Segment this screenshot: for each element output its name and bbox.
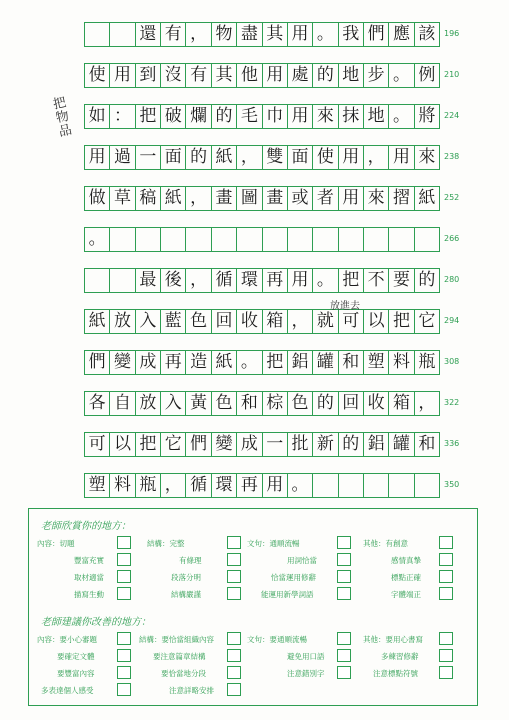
grid-row — [84, 145, 460, 186]
improve-item: 多表達個人感受 — [41, 686, 94, 695]
grid-cell — [212, 228, 237, 251]
grid-cell: 瓶 — [136, 474, 161, 497]
grid-cell: 入 — [161, 392, 186, 415]
grid-cell: 有 — [161, 23, 186, 46]
grid-cell: 面 — [161, 146, 186, 169]
grid-cell — [110, 23, 135, 46]
grid-cell: 造 — [186, 351, 211, 374]
grid-cell: 用 — [288, 23, 313, 46]
improve-item: 注意標點符號 — [373, 669, 418, 678]
improve-other-label: 其他：要用心書寫 — [363, 635, 423, 644]
grid-cell — [136, 228, 161, 251]
grid-cell: 摺 — [389, 187, 414, 210]
grid-cell: 新 — [313, 433, 338, 456]
grid-cell — [415, 474, 439, 497]
grid-cell: 把 — [136, 105, 161, 128]
grid-cell — [389, 228, 414, 251]
grid-cell: 變 — [212, 433, 237, 456]
grid-cell — [110, 228, 135, 251]
grid-cell: 地 — [339, 64, 364, 87]
grid-cell: ， — [288, 310, 313, 333]
character-count: 252 — [444, 193, 460, 202]
grid-cell: 該 — [418, 24, 436, 44]
checkbox[interactable] — [439, 649, 453, 662]
grid-cell: 可 — [85, 433, 110, 456]
checkbox[interactable] — [227, 683, 241, 696]
checkbox[interactable] — [227, 553, 241, 566]
grid-cell: 的 — [212, 105, 237, 128]
praise-item: 有條理 — [179, 556, 202, 565]
checkbox[interactable] — [337, 570, 351, 583]
grid-cell: 鋁 — [288, 351, 313, 374]
grid-cell: 一 — [263, 433, 288, 456]
grid-cells — [84, 432, 440, 457]
grid-cell: 應 — [389, 23, 414, 46]
grid-cell: 毛 — [237, 105, 262, 128]
grid-cell: 循 — [186, 474, 211, 497]
grid-cell: 如 — [85, 105, 110, 128]
grid-cell: 用 — [288, 105, 313, 128]
grid-cell: 例 — [418, 65, 436, 85]
grid-cell — [288, 228, 313, 251]
grid-row — [84, 186, 460, 227]
grid-cell: 用 — [339, 146, 364, 169]
grid-cell: 用 — [85, 146, 110, 169]
character-count: 308 — [444, 357, 460, 366]
checkbox[interactable] — [337, 666, 351, 679]
grid-cell: 畫 — [263, 187, 288, 210]
grid-cell: 面 — [288, 146, 313, 169]
checkbox[interactable] — [117, 649, 131, 662]
grid-cell: 步 — [364, 64, 389, 87]
grid-cell: 破 — [161, 105, 186, 128]
praise-title: 老師欣賞你的地方： — [41, 521, 131, 532]
improve-item: 注意詳略安排 — [169, 686, 214, 695]
grid-cells — [84, 473, 440, 498]
character-count: 224 — [444, 111, 460, 120]
checkbox[interactable] — [227, 587, 241, 600]
grid-cell: 罐 — [313, 351, 338, 374]
checkbox[interactable] — [117, 632, 131, 645]
praise-item: 能運用新學詞語 — [261, 590, 314, 599]
checkbox[interactable] — [439, 632, 453, 645]
grid-cell: 地 — [364, 105, 389, 128]
grid-cell — [186, 228, 211, 251]
grid-cell: 和 — [339, 351, 364, 374]
checkbox[interactable] — [227, 570, 241, 583]
grid-cell: 用 — [339, 187, 364, 210]
grid-cells — [84, 186, 440, 211]
grid-cell: 它 — [418, 311, 436, 331]
improve-title: 老師建議你改善的地方： — [41, 617, 151, 628]
grid-cell: 變 — [110, 351, 135, 374]
grid-cell: 藍 — [161, 310, 186, 333]
grid-cell: 們 — [364, 23, 389, 46]
praise-item: 標點正確 — [391, 573, 421, 582]
grid-cell: 來 — [418, 147, 436, 167]
grid-cell: 來 — [313, 105, 338, 128]
grid-cell: 回 — [212, 310, 237, 333]
grid-cell: 我 — [339, 23, 364, 46]
improve-item: 要確定文體 — [57, 652, 95, 661]
character-count: 238 — [444, 152, 460, 161]
grid-cell: 一 — [136, 146, 161, 169]
checkbox[interactable] — [337, 553, 351, 566]
checkbox[interactable] — [227, 649, 241, 662]
grid-cell: 紙 — [212, 351, 237, 374]
grid-cell: 回 — [339, 392, 364, 415]
grid-cell — [339, 228, 364, 251]
checkbox[interactable] — [117, 666, 131, 679]
improve-content-label: 內容：要小心審題 — [37, 635, 97, 644]
checkbox[interactable] — [337, 632, 351, 645]
grid-cell: 處 — [288, 64, 313, 87]
grid-cell: 做 — [85, 187, 110, 210]
grid-cells — [84, 350, 440, 375]
grid-cell: 用 — [263, 64, 288, 87]
grid-cell: 把 — [263, 351, 288, 374]
grid-cells — [84, 145, 440, 170]
praise-item: 結構嚴謹 — [171, 590, 201, 599]
grid-cell: 放 — [110, 310, 135, 333]
grid-cells — [84, 268, 440, 293]
grid-cell: 巾 — [263, 105, 288, 128]
grid-cell: 沒 — [161, 64, 186, 87]
grid-cell: 的 — [418, 270, 436, 290]
grid-cell: 草 — [110, 187, 135, 210]
grid-cell: 。 — [288, 474, 313, 497]
teacher-feedback-box — [28, 508, 478, 706]
grid-cell: 箱 — [263, 310, 288, 333]
improve-item: 多練習修辭 — [381, 652, 419, 661]
grid-cell: 色 — [288, 392, 313, 415]
praise-item: 取材適當 — [74, 573, 104, 582]
grid-cell: ， — [186, 187, 211, 210]
grid-cell: 畫 — [212, 187, 237, 210]
grid-cell: 紙 — [418, 188, 436, 208]
grid-cell: 環 — [212, 474, 237, 497]
grid-cell: 塑 — [364, 351, 389, 374]
grid-cell: 再 — [161, 351, 186, 374]
grid-cell: 把 — [339, 269, 364, 292]
grid-cell: ， — [186, 23, 211, 46]
character-count: 336 — [444, 439, 460, 448]
grid-cell: 成 — [136, 351, 161, 374]
checkbox[interactable] — [227, 536, 241, 549]
checkbox[interactable] — [117, 553, 131, 566]
character-count: 294 — [444, 316, 460, 325]
grid-cell — [237, 228, 262, 251]
checkbox[interactable] — [439, 553, 453, 566]
grid-cell: 放 — [136, 392, 161, 415]
praise-item: 字體端正 — [391, 590, 421, 599]
grid-cell: 紙 — [212, 146, 237, 169]
character-count: 280 — [444, 275, 460, 284]
grid-cell: 或 — [288, 187, 313, 210]
improve-structure-label: 結構：要恰當組織內容 — [139, 635, 214, 644]
grid-cell: 它 — [161, 433, 186, 456]
margin-note: 把物品 — [51, 95, 74, 141]
improve-item: 避免用口語 — [287, 652, 325, 661]
praise-wording-label: 文句：通順流暢 — [247, 539, 300, 548]
grid-cell: 到 — [136, 64, 161, 87]
grid-cell: 入 — [136, 310, 161, 333]
grid-cell: 紙 — [85, 310, 110, 333]
grid-cell — [364, 474, 389, 497]
grid-row — [84, 309, 460, 350]
improve-item: 要恰當地分段 — [161, 669, 206, 678]
checkbox[interactable] — [439, 666, 453, 679]
grid-cell — [263, 228, 288, 251]
grid-cell: ： — [110, 105, 135, 128]
grid-cell: 有 — [186, 64, 211, 87]
grid-cell: 他 — [237, 64, 262, 87]
grid-cell: ， — [237, 146, 262, 169]
checkbox[interactable] — [227, 632, 241, 645]
grid-cell: 和 — [418, 434, 436, 454]
grid-cell: 箱 — [389, 392, 414, 415]
grid-cells — [84, 22, 440, 47]
grid-cell: 爛 — [186, 105, 211, 128]
praise-item: 段落分明 — [171, 573, 201, 582]
checkbox[interactable] — [117, 570, 131, 583]
grid-cell: 色 — [186, 310, 211, 333]
grid-cell: 圖 — [237, 187, 262, 210]
insert-note: 放進去 — [330, 301, 360, 312]
grid-cell: 用 — [288, 269, 313, 292]
praise-item: 描寫生動 — [74, 590, 104, 599]
praise-item: 用詞恰當 — [287, 556, 317, 565]
character-count: 322 — [444, 398, 460, 407]
praise-item: 感情真摯 — [391, 556, 421, 565]
grid-cell: 。 — [389, 105, 414, 128]
grid-cells — [84, 104, 440, 129]
grid-cell: 以 — [364, 310, 389, 333]
grid-cell: 還 — [136, 23, 161, 46]
grid-cell: 要 — [389, 269, 414, 292]
improve-wording-label: 文句：要通順流暢 — [247, 635, 307, 644]
grid-row — [84, 227, 460, 268]
character-count: 196 — [444, 29, 460, 38]
grid-cell — [389, 474, 414, 497]
grid-row — [84, 391, 460, 432]
grid-cell: 其 — [212, 64, 237, 87]
grid-cell: 。 — [85, 228, 110, 251]
checkbox[interactable] — [337, 649, 351, 662]
grid-cell: 再 — [237, 474, 262, 497]
grid-cell — [313, 474, 338, 497]
character-count: 350 — [444, 480, 460, 489]
grid-cell: 紙 — [161, 187, 186, 210]
checkbox[interactable] — [117, 587, 131, 600]
grid-cell: 鋁 — [364, 433, 389, 456]
grid-cell — [161, 228, 186, 251]
grid-cell: 將 — [418, 106, 436, 126]
grid-cell: 稿 — [136, 187, 161, 210]
grid-cell: 過 — [110, 146, 135, 169]
grid-cell: 棕 — [263, 392, 288, 415]
grid-cell: 們 — [186, 433, 211, 456]
character-count: 210 — [444, 70, 460, 79]
grid-cell: 其 — [263, 23, 288, 46]
grid-cells — [84, 63, 440, 88]
grid-cell: 瓶 — [418, 352, 436, 372]
grid-cell: ， — [161, 474, 186, 497]
grid-cell: 雙 — [263, 146, 288, 169]
praise-structure-label: 結構：完整 — [147, 539, 185, 548]
grid-cell: 收 — [237, 310, 262, 333]
grid-cell — [110, 269, 135, 292]
grid-cell: 再 — [263, 269, 288, 292]
checkbox[interactable] — [117, 536, 131, 549]
grid-cell: 塑 — [85, 474, 110, 497]
praise-item: 恰當運用修辭 — [271, 573, 316, 582]
grid-cell: 使 — [85, 64, 110, 87]
grid-cell: 料 — [110, 474, 135, 497]
praise-item: 豐富充實 — [74, 556, 104, 565]
grid-cell: ， — [418, 393, 436, 413]
grid-row — [84, 104, 460, 145]
grid-cell: 批 — [288, 433, 313, 456]
grid-cell: 和 — [237, 392, 262, 415]
praise-content-label: 內容：切題 — [37, 539, 75, 548]
grid-cell: 成 — [237, 433, 262, 456]
grid-cell: 。 — [389, 64, 414, 87]
grid-cell: 最 — [136, 269, 161, 292]
grid-cell: 用 — [110, 64, 135, 87]
checkbox[interactable] — [439, 587, 453, 600]
checkbox[interactable] — [227, 666, 241, 679]
grid-cell: 的 — [186, 146, 211, 169]
checkbox[interactable] — [439, 570, 453, 583]
grid-cell: 色 — [212, 392, 237, 415]
grid-cell: 就 — [313, 310, 338, 333]
grid-cell: 。 — [237, 351, 262, 374]
grid-cell: 料 — [389, 351, 414, 374]
grid-row — [84, 350, 460, 391]
checkbox[interactable] — [439, 536, 453, 549]
grid-cell: 收 — [364, 392, 389, 415]
checkbox[interactable] — [337, 587, 351, 600]
grid-cell: 後 — [161, 269, 186, 292]
grid-cell: 們 — [85, 351, 110, 374]
grid-cell: 把 — [136, 433, 161, 456]
grid-cell — [313, 228, 338, 251]
grid-cell: 者 — [313, 187, 338, 210]
grid-cell — [85, 23, 110, 46]
praise-other-label: 其他：有創意 — [363, 539, 408, 548]
grid-cell: 以 — [110, 433, 135, 456]
grid-row — [84, 268, 460, 309]
grid-cell — [415, 228, 439, 251]
grid-row — [84, 22, 460, 63]
grid-cell: 自 — [110, 392, 135, 415]
grid-cell: 盡 — [237, 23, 262, 46]
grid-cell: 的 — [313, 64, 338, 87]
grid-cell: ， — [364, 146, 389, 169]
grid-cell: 罐 — [389, 433, 414, 456]
grid-row — [84, 63, 460, 104]
grid-cell: 各 — [85, 392, 110, 415]
checkbox[interactable] — [117, 683, 131, 696]
character-count: 266 — [444, 234, 460, 243]
grid-cell: 。 — [313, 23, 338, 46]
grid-cell: 。 — [313, 269, 338, 292]
grid-cell: 抹 — [339, 105, 364, 128]
grid-cell — [339, 474, 364, 497]
grid-cell: 來 — [364, 187, 389, 210]
improve-item: 要注意篇章結構 — [153, 652, 206, 661]
grid-row — [84, 432, 460, 473]
grid-cells — [84, 227, 440, 252]
improve-item: 要豐富內容 — [57, 669, 95, 678]
grid-cell: 物 — [212, 23, 237, 46]
checkbox[interactable] — [337, 536, 351, 549]
improve-item: 注意錯別字 — [287, 669, 325, 678]
grid-cell: 可 — [339, 310, 364, 333]
grid-cell: 用 — [263, 474, 288, 497]
grid-cell: 環 — [237, 269, 262, 292]
grid-cell: 黃 — [186, 392, 211, 415]
grid-cell: 把 — [389, 310, 414, 333]
writing-grid — [84, 22, 460, 514]
grid-cell: 不 — [364, 269, 389, 292]
grid-cell — [85, 269, 110, 292]
grid-cells — [84, 309, 440, 334]
grid-cell: 的 — [313, 392, 338, 415]
grid-cell: 使 — [313, 146, 338, 169]
grid-cells — [84, 391, 440, 416]
grid-cell: 循 — [212, 269, 237, 292]
grid-cell: 用 — [389, 146, 414, 169]
grid-cell: 的 — [339, 433, 364, 456]
grid-cell — [364, 228, 389, 251]
grid-cell: ， — [186, 269, 211, 292]
